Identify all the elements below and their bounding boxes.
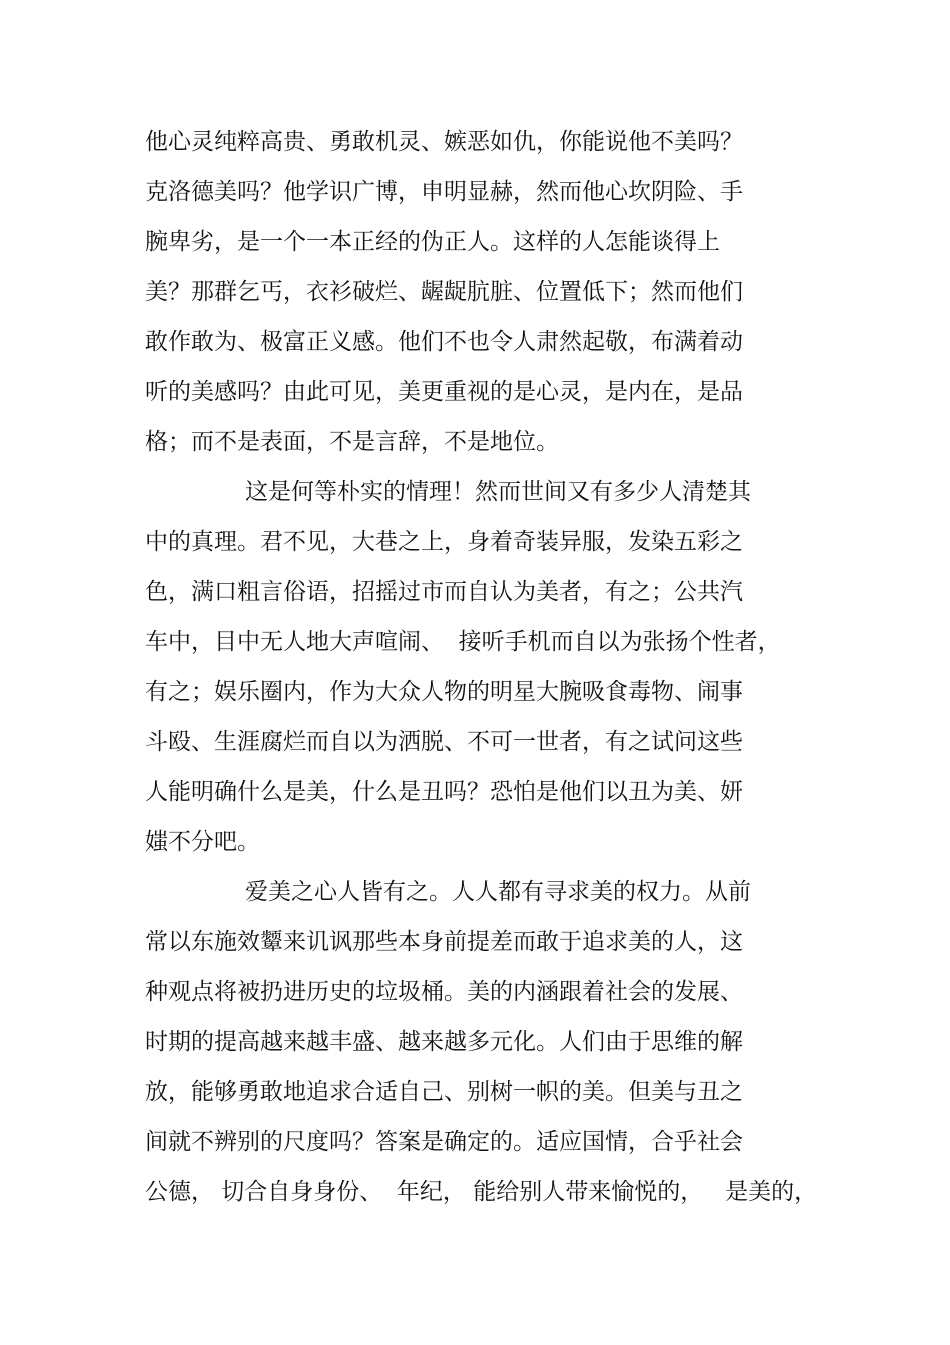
paragraph-2-line-2: 中的真理。君不见，大巷之上，身着奇装异服，发染五彩之	[145, 529, 743, 555]
paragraph-2-line-4: 车中，目中无人地大声喧闹、 接听手机而自以为张扬个性者，	[145, 629, 781, 655]
paragraph-3-line-5: 放，能够勇敢地追求合适自己、别树一帜的美。但美与丑之	[145, 1079, 743, 1105]
paragraph-3-line-6: 间就不辨别的尺度吗？答案是确定的。适应国情，合乎社会	[145, 1129, 743, 1155]
paragraph-2-line-7: 人能明确什么是美，什么是丑吗？恐怕是他们以丑为美、妍	[145, 779, 743, 805]
paragraph-1-line-3: 腕卑劣，是一个一本正经的伪正人。这样的人怎能谈得上	[145, 229, 720, 255]
paragraph-2-line-8: 媸不分吧。	[145, 829, 260, 855]
paragraph-2-line-6: 斗殴、生涯腐烂而自以为洒脱、不可一世者，有之试问这些	[145, 729, 743, 755]
paragraph-2-line-1: 这是何等朴实的情理！然而世间又有多少人清楚其	[245, 479, 751, 505]
paragraph-3-line-4: 时期的提高越来越丰盛、越来越多元化。人们由于思维的解	[145, 1029, 743, 1055]
paragraph-1-line-6: 听的美感吗？由此可见，美更重视的是心灵，是内在，是品	[145, 379, 743, 405]
paragraph-3-line-1: 爱美之心人皆有之。人人都有寻求美的权力。从前	[245, 879, 751, 905]
paragraph-3-line-2: 常以东施效颦来讥讽那些本身前提差而敢于追求美的人，这	[145, 929, 743, 955]
paragraph-1-line-1: 他心灵纯粹高贵、勇敢机灵、嫉恶如仇，你能说他不美吗？	[145, 129, 743, 155]
paragraph-2-line-3: 色，满口粗言俗语，招摇过市而自认为美者，有之；公共汽	[145, 579, 743, 605]
paragraph-1-line-5: 敢作敢为、极富正义感。他们不也令人肃然起敬，布满着动	[145, 329, 743, 355]
paragraph-1-line-7: 格；而不是表面，不是言辞，不是地位。	[145, 429, 559, 455]
paragraph-3-line-7: 公德， 切合自身身份、 年纪， 能给别人带来愉悦的， 是美的，	[145, 1179, 818, 1205]
paragraph-1-line-2: 克洛德美吗？他学识广博，申明显赫，然而他心坎阴险、手	[145, 179, 743, 205]
paragraph-3-line-3: 种观点将被扔进历史的垃圾桶。美的内涵跟着社会的发展、	[145, 979, 743, 1005]
paragraph-1-line-4: 美？那群乞丐，衣衫破烂、龌龊肮脏、位置低下；然而他们	[145, 279, 743, 305]
paragraph-2-line-5: 有之；娱乐圈内，作为大众人物的明星大腕吸食毒物、闹事	[145, 679, 743, 705]
